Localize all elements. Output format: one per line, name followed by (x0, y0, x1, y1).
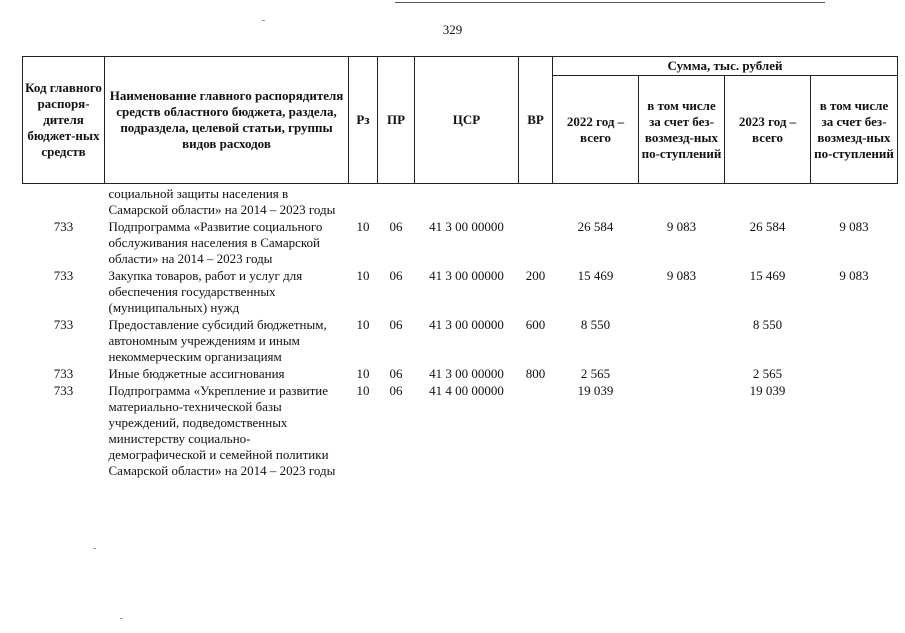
cell-2023-grants (811, 316, 898, 365)
cell-2022-total: 8 550 (580, 317, 611, 332)
cell-2022-total: 19 039 (577, 383, 614, 398)
cell-2022-grants: 9 083 (666, 268, 697, 283)
cell-name: Подпрограмма «Укрепление и развитие материально-технической базы учреждений, подведомственных министерству социально-демографической и семейной политики Самарской области» на 2014 – 2023 годы (108, 383, 336, 478)
cell-2023-total: 8 550 (752, 317, 783, 332)
cell-vr (519, 218, 553, 267)
cell-2023-grants (811, 382, 898, 479)
table-row (23, 382, 898, 479)
cell-pr: 06 (389, 219, 403, 234)
scan-speck (120, 618, 123, 619)
cell-vr: 600 (525, 317, 546, 332)
cell-name: Иные бюджетные ассигнования (108, 366, 285, 381)
cell-code: 733 (53, 383, 74, 398)
cell-2022-grants (639, 316, 725, 365)
cell-pr: 06 (389, 366, 403, 381)
cell-name: Предоставление субсидий бюджетным, автономным учреждениям и иным некоммерческим организациям (108, 317, 327, 364)
cell-rz: 10 (356, 317, 370, 332)
budget-table (22, 56, 898, 479)
cell-code: 733 (53, 219, 74, 234)
header-2022-grants: в том числе за счет без-возмезд-ных по-ступлений (639, 76, 725, 184)
cell-2022-grants (639, 365, 725, 382)
table-row (23, 316, 898, 365)
scan-speck (93, 548, 96, 549)
header-name: Наименование главного распорядителя средств областного бюджета, раздела, подраздела, целевой статьи, группы видов расходов (105, 57, 349, 184)
cell-rz: 10 (356, 219, 370, 234)
scan-speck (262, 20, 265, 21)
top-rule (395, 2, 825, 3)
cell-2023-grants: 9 083 (839, 219, 869, 234)
cell-2023-grants (811, 365, 898, 382)
header-rz: Рз (349, 57, 378, 184)
cell-2023-total: 2 565 (752, 366, 783, 381)
cell-2022-total: 26 584 (577, 219, 614, 234)
cell-csr: 41 3 00 00000 (429, 317, 504, 332)
cell-2022-grants: 9 083 (666, 219, 697, 234)
page-number: 329 (442, 22, 463, 37)
cell-2022-total: 2 565 (580, 366, 611, 381)
cell-pr: 06 (389, 383, 403, 398)
table-row-continuation (23, 184, 898, 219)
header-2023-grants: в том числе за счет без-возмезд-ных по-ступлений (811, 76, 898, 184)
cell-code: 733 (53, 317, 74, 332)
cell-2023-total: 15 469 (749, 268, 786, 283)
cell-csr: 41 4 00 00000 (429, 383, 504, 398)
table-row (23, 365, 898, 382)
cell-vr (519, 382, 553, 479)
cell-rz: 10 (356, 268, 370, 283)
cell-rz: 10 (356, 366, 370, 381)
cell-code: 733 (53, 366, 74, 381)
header-code: Код главного распоря-дителя бюджет-ных средств (23, 57, 105, 184)
cell-pr: 06 (389, 268, 403, 283)
cell-vr: 200 (525, 268, 546, 283)
cell-code: 733 (53, 268, 74, 283)
cell-2023-total: 26 584 (749, 219, 786, 234)
cell-csr: 41 3 00 00000 (429, 219, 504, 234)
cell-vr: 800 (525, 366, 546, 381)
header-2022-total: 2022 год – всего (553, 76, 639, 184)
cell-2022-grants (639, 382, 725, 479)
header-pr: ПР (378, 57, 415, 184)
cell-2023-total: 19 039 (749, 383, 786, 398)
table-row (23, 218, 898, 267)
cell-2023-grants: 9 083 (839, 268, 869, 283)
cell-2022-total: 15 469 (577, 268, 614, 283)
header-vr: ВР (519, 57, 553, 184)
cell-csr: 41 3 00 00000 (429, 268, 504, 283)
cell-pr: 06 (389, 317, 403, 332)
cell-name: Подпрограмма «Развитие социального обслуживания населения в Самарской области» на 2014 – 2023 годы (108, 219, 323, 266)
cell-name: Закупка товаров, работ и услуг для обеспечения государственных (муниципальных) нужд (108, 268, 303, 315)
header-2023-total: 2023 год – всего (725, 76, 811, 184)
header-csr: ЦСР (415, 57, 519, 184)
header-sum: Сумма, тыс. рублей (553, 57, 898, 76)
table-row (23, 267, 898, 316)
cell-csr: 41 3 00 00000 (429, 366, 504, 381)
continuation-text: социальной защиты населения в Самарской области» на 2014 – 2023 годы (108, 186, 336, 217)
cell-rz: 10 (356, 383, 370, 398)
